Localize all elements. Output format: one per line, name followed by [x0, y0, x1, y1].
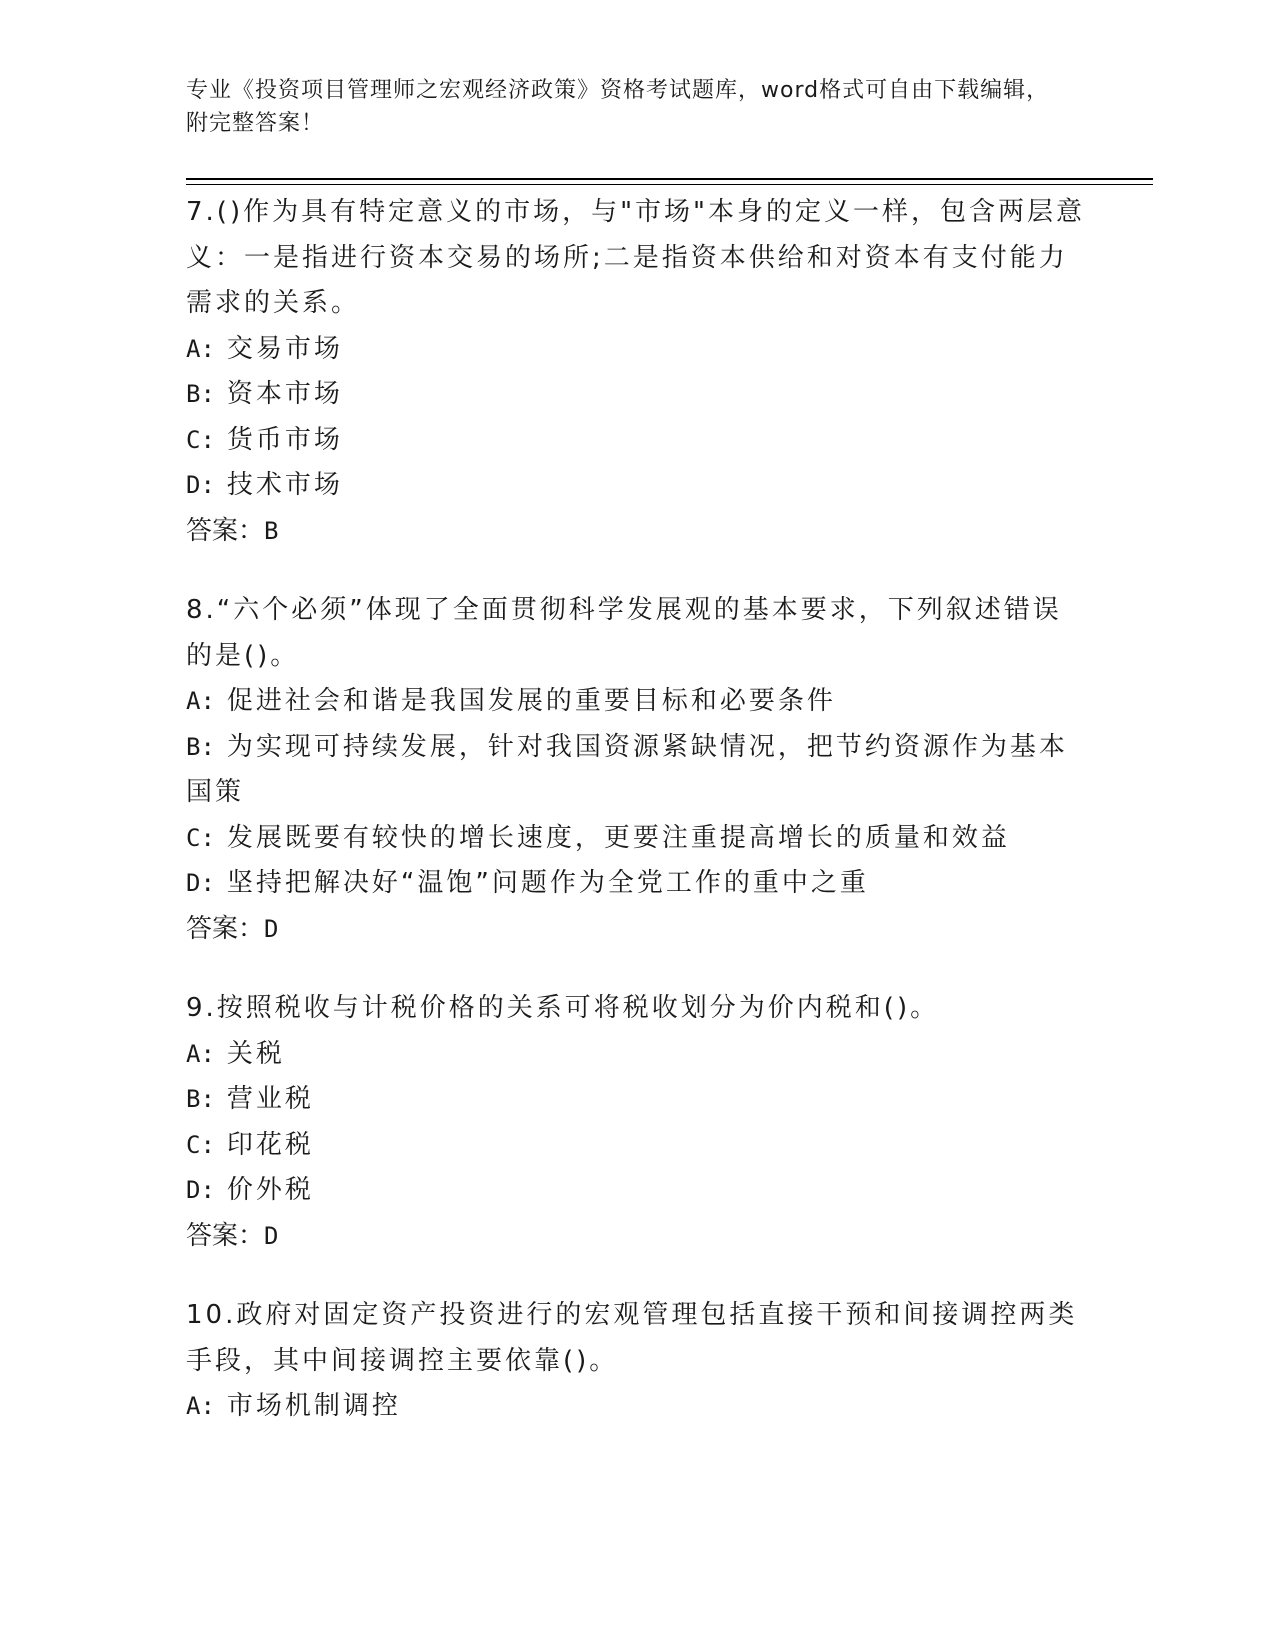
- option-letter: C:: [186, 823, 215, 852]
- option-c: [186, 1123, 1086, 1169]
- question-text: 9.按照税收与计税价格的关系可将税收划分为价内税和()。: [186, 993, 940, 1023]
- option-letter: C:: [186, 1130, 215, 1159]
- option-text: 关税: [226, 1038, 285, 1069]
- option-letter: A:: [186, 1039, 215, 1068]
- answer-value: D: [264, 1221, 279, 1250]
- header-intro-text: 专业《投资项目管理师之宏观经济政策》资格考试题库，word格式可自由下载编辑，附完整答案！: [186, 78, 1050, 136]
- question-text: 8.“六个必须”体现了全面贯彻科学发展观的基本要求，下列叙述错误的是()。: [186, 595, 1062, 671]
- option-a: [186, 1032, 1086, 1078]
- option-letter: B:: [186, 380, 215, 408]
- answer-line: [186, 907, 1086, 953]
- option-letter: B:: [186, 732, 215, 761]
- option-text: 促进社会和谐是我国发展的重要目标和必要条件: [226, 686, 836, 716]
- question-7: [186, 190, 1086, 554]
- option-d: [186, 861, 1086, 907]
- option-text: 坚持把解决好“温饱”问题作为全党工作的重中之重: [226, 868, 869, 898]
- option-text: 营业税: [226, 1084, 314, 1114]
- option-letter: A:: [186, 1392, 215, 1420]
- option-text: 技术市场: [226, 470, 343, 500]
- question-10: [186, 1293, 1086, 1430]
- header-divider-thin: [186, 184, 1153, 185]
- option-text: 为实现可持续发展，针对我国资源紧缺情况，把节约资源作为基本国策: [186, 731, 1068, 807]
- option-d: [186, 463, 1086, 509]
- option-letter: D:: [186, 471, 215, 499]
- option-text: 市场机制调控: [226, 1391, 401, 1421]
- question-list: [186, 190, 1086, 1464]
- option-a: [186, 1384, 1086, 1430]
- option-b: [186, 725, 1086, 816]
- answer-label: 答案：: [186, 1220, 265, 1251]
- answer-value: B: [264, 516, 279, 545]
- option-letter: C:: [186, 425, 215, 454]
- option-b: [186, 372, 1086, 418]
- option-text: 发展既要有较快的增长速度，更要注重提高增长的质量和效益: [226, 822, 1010, 853]
- option-text: 价外税: [226, 1175, 314, 1205]
- option-letter: A:: [186, 334, 215, 363]
- option-a: [186, 679, 1086, 725]
- question-8: [186, 588, 1086, 952]
- question-text: 10.政府对固定资产投资进行的宏观管理包括直接干预和间接调控两类手段，其中间接调控主要依靠()。: [186, 1300, 1078, 1376]
- option-text: 货币市场: [226, 424, 343, 455]
- option-text: 交易市场: [226, 333, 343, 364]
- option-c: [186, 418, 1086, 464]
- option-a: [186, 327, 1086, 373]
- document-header: [186, 74, 1066, 140]
- option-d: [186, 1168, 1086, 1214]
- answer-label: 答案：: [186, 515, 265, 546]
- answer-line: [186, 509, 1086, 555]
- option-letter: A:: [186, 687, 215, 715]
- option-text: 资本市场: [226, 379, 343, 409]
- option-letter: D:: [186, 869, 215, 897]
- option-text: 印花税: [226, 1129, 314, 1160]
- answer-label: 答案：: [186, 913, 265, 944]
- answer-line: [186, 1214, 1086, 1260]
- question-text: 7.()作为具有特定意义的市场，与"市场"本身的定义一样，包含两层意义：一是指进行资本交易的场所;二是指资本供给和对资本有支付能力需求的关系。: [186, 197, 1086, 318]
- option-b: [186, 1077, 1086, 1123]
- option-letter: D:: [186, 1176, 215, 1204]
- question-9: [186, 986, 1086, 1259]
- answer-value: D: [264, 914, 279, 943]
- header-divider-thick: [186, 178, 1153, 180]
- option-letter: B:: [186, 1085, 215, 1113]
- option-c: [186, 816, 1086, 862]
